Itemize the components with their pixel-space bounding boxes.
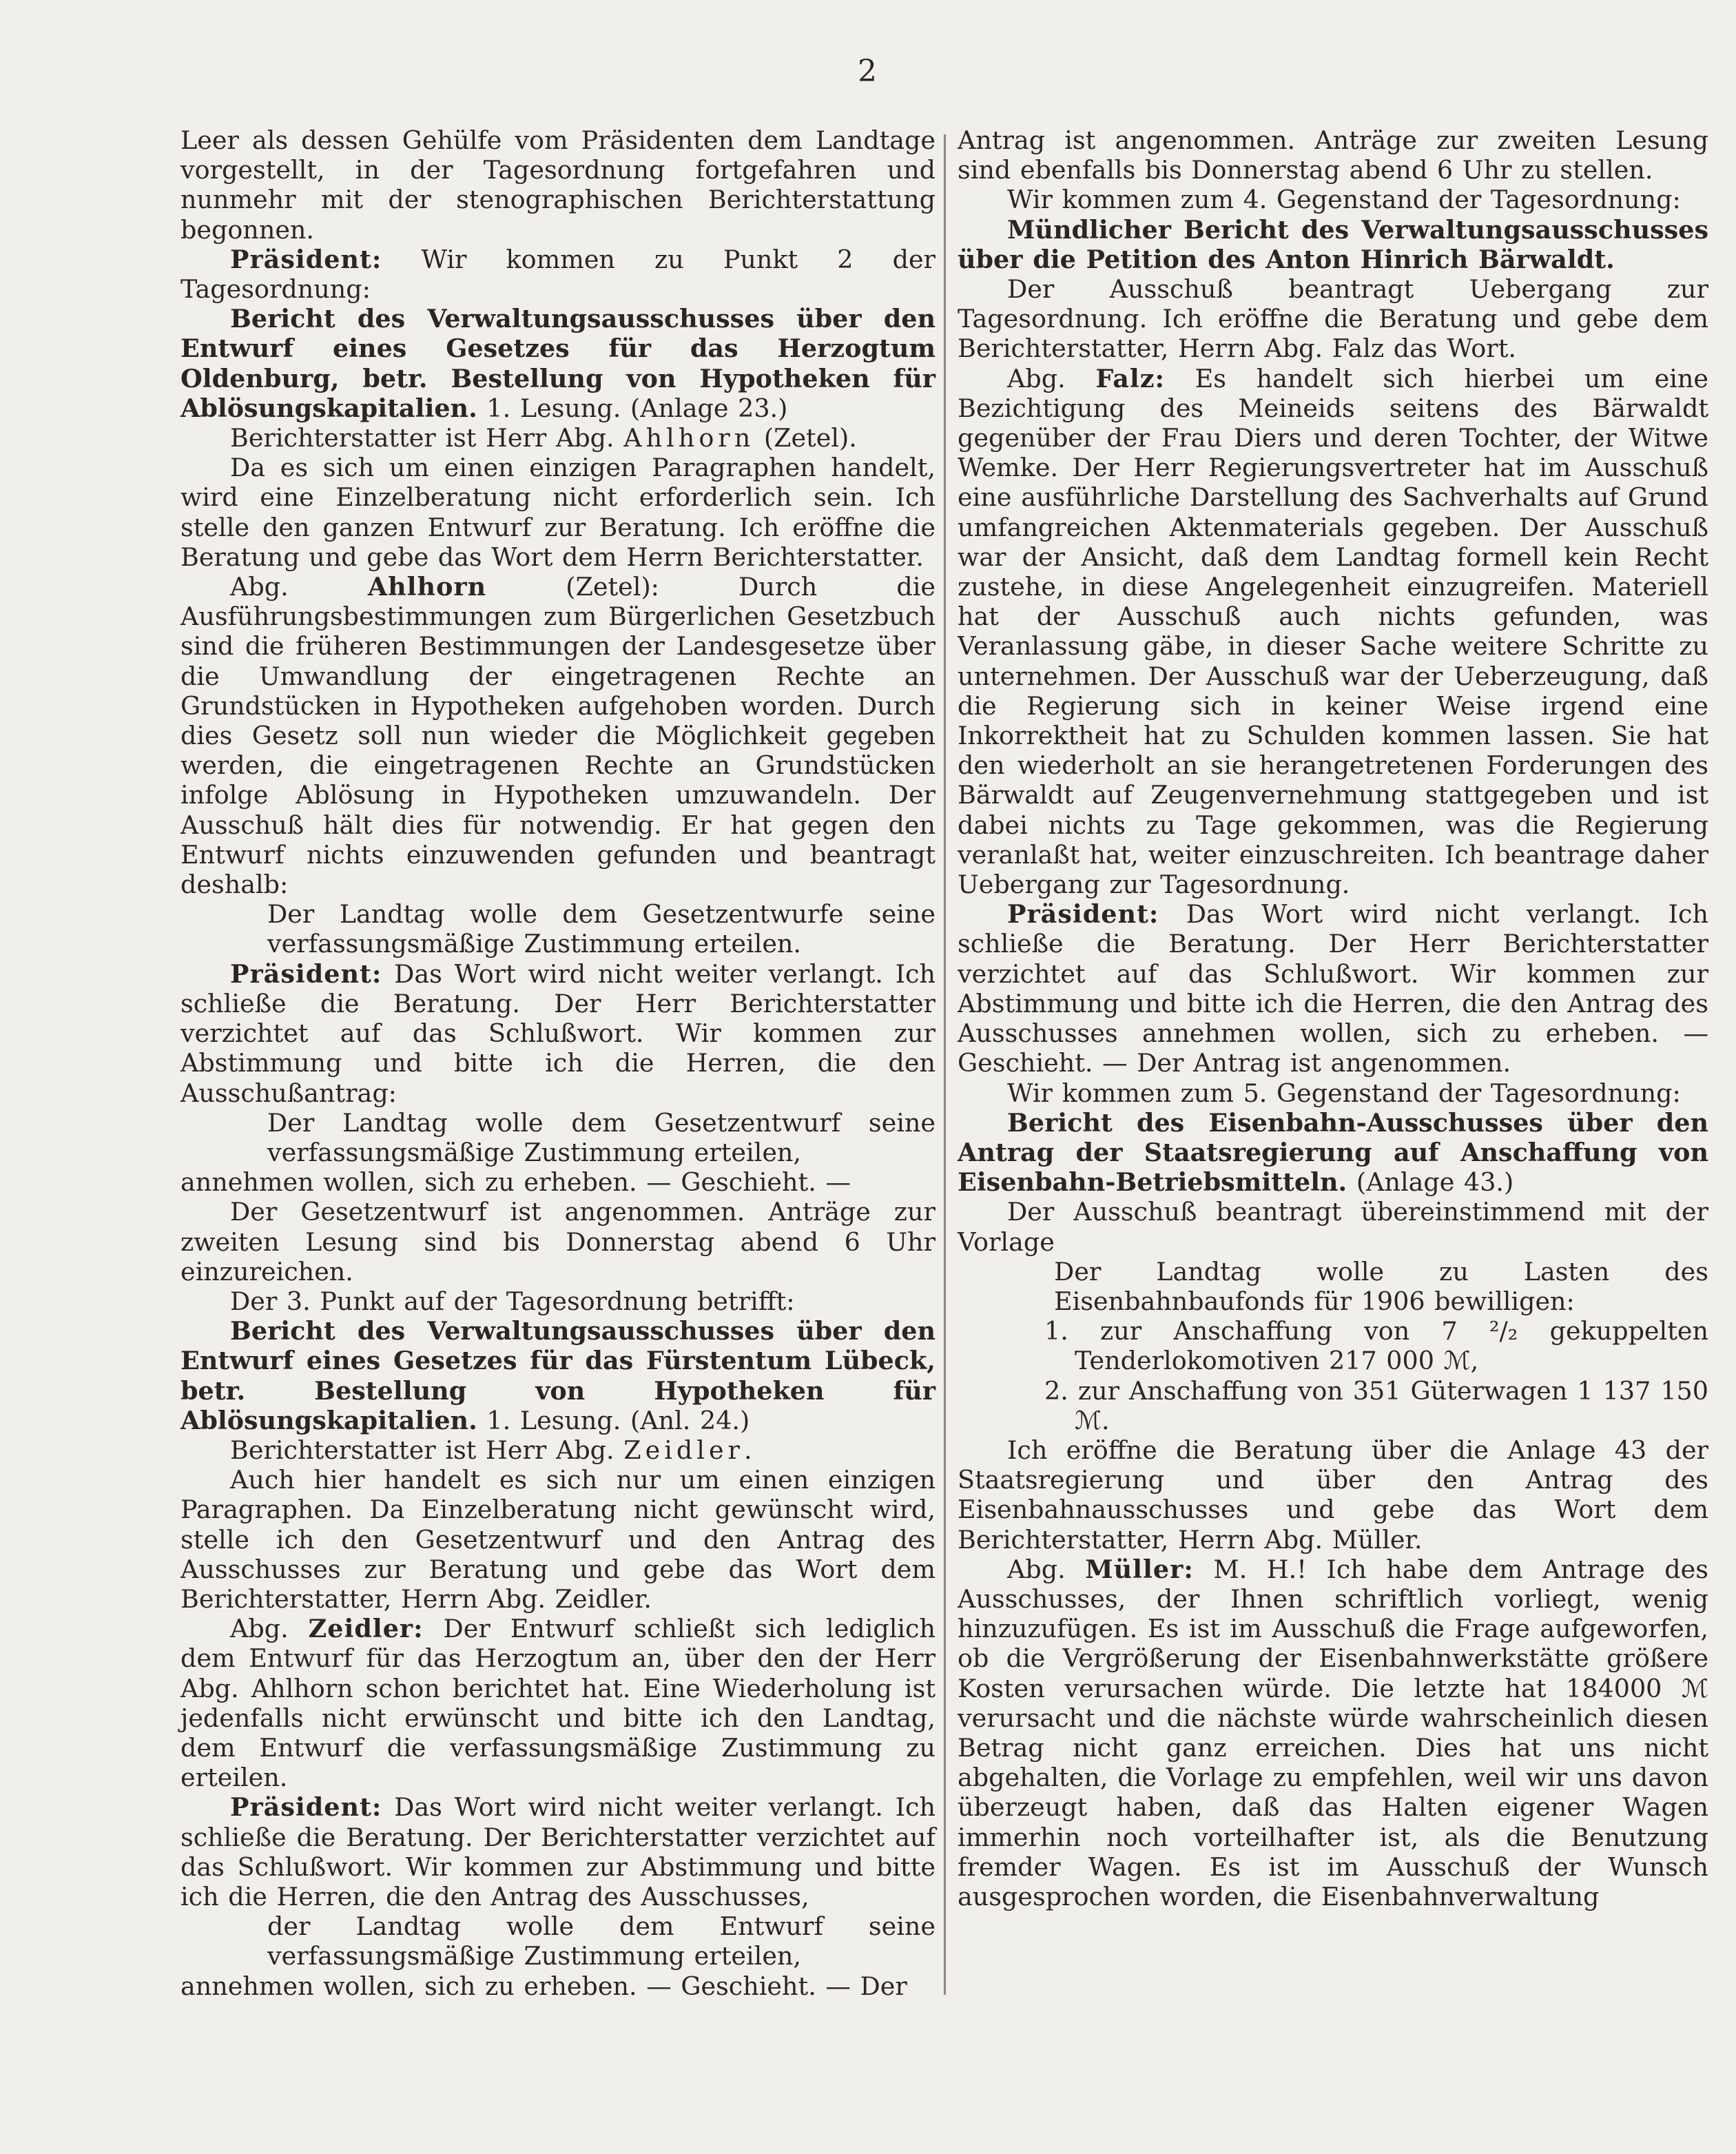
- list-item: 1. zur Anschaffung von 7 ²/₂ gekuppelten Tenderlokomotiven 217 000 ℳ,: [1044, 1316, 1708, 1376]
- paragraph: Da es sich um einen einzigen Paragraphen handelt, wird eine Einzelberatung nicht erforderlich sein. Ich stelle den ganzen Entwurf zur Beratung. Ich eröffne die Beratung und gebe das Wort dem Herrn Berichterstatter.: [180, 453, 936, 572]
- paragraph: [180, 572, 936, 899]
- paragraph-text: Abg.: [230, 1614, 309, 1644]
- paragraph: Leer als dessen Gehülfe vom Präsidenten dem Landtage vorgestellt, in der Tagesordnung fortgefahren und nunmehr mit der stenographischen Berichterstattung begonnen.: [180, 125, 936, 245]
- speaker-label: Präsident:: [230, 1792, 382, 1823]
- paragraph: annehmen wollen, sich zu erheben. — Geschieht. — Der: [180, 1971, 907, 2001]
- paragraph-text: .: [744, 1435, 752, 1465]
- paragraph: [958, 364, 1708, 900]
- agenda-title: Bericht des Verwaltungsausschusses über den Entwurf eines Gesetzes für das Herzogtum Oldenburg, betr. Bestellung von Hypotheken für Ablösungskapitalien.: [180, 304, 936, 423]
- paragraph: Der Ausschuß beantragt Uebergang zur Tagesordnung. Ich eröffne die Beratung und gebe dem Berichterstatter, Herrn Abg. Falz das Wort.: [958, 274, 1708, 364]
- right-column: [958, 125, 1708, 1911]
- person-name: Ahlhorn: [623, 423, 755, 453]
- paragraph: Antrag ist angenommen. Anträge zur zweiten Lesung sind ebenfalls bis Donnerstag abend 6 Uhr zu stellen.: [958, 125, 1708, 185]
- paragraph-text: Abg.: [230, 572, 368, 602]
- person-name: Zeidler: [623, 1435, 744, 1465]
- paragraph: [180, 1614, 936, 1792]
- paragraph-text: Abg.: [1007, 1554, 1086, 1584]
- left-column: [180, 125, 936, 2001]
- paragraph-text: Das Wort wird nicht verlangt. Ich schließe die Beratung. Der Herr Berichterstatter verzichtet auf das Schlußwort. Wir kommen zur Abstimmung und bitte ich die Herren, die den Antrag des Ausschusses annehmen wollen, sich zu erheben. — Geschieht. — Der Antrag ist angenommen.: [958, 899, 1708, 1078]
- motion-quote: Der Landtag wolle dem Gesetzentwurf seine verfassungsmäßige Zustimmung erteilen,: [267, 1107, 936, 1167]
- speaker-label: Präsident:: [1007, 899, 1159, 930]
- paragraph: [180, 423, 936, 453]
- paragraph-text: Das Wort wird nicht weiter verlangt. Ich schließe die Beratung. Der Herr Berichterstatter verzichtet auf das Schlußwort. Wir kommen zur Abstimmung und bitte ich die Herren, die den Ausschußantrag:: [180, 958, 936, 1108]
- paragraph-text: Abg.: [1007, 363, 1096, 393]
- paragraph: Der Gesetzentwurf ist angenommen. Anträge zur zweiten Lesung sind bis Donnerstag abend 6 Uhr einzureichen.: [180, 1197, 936, 1286]
- paragraph-text: Das Wort wird nicht weiter verlangt. Ich schließe die Beratung. Der Berichterstatter verzichtet auf das Schlußwort. Wir kommen zur Abstimmung und bitte ich die Herren, die den Antrag des Ausschusses,: [180, 1792, 936, 1911]
- paragraph-text: M. H.! Ich habe dem Antrage des Ausschusses, der Ihnen schriftlich vorliegt, wenig hinzuzufügen. Es ist im Ausschuß die Frage aufgeworfen, ob die Vergrößerung der Eisenbahnwerkstätte größere Kosten verursachen würde. Die letzte hat 184000 ℳ verursacht und die nächste würde wahrscheinlich diesen Betrag nicht ganz erreichen. Dies hat uns nicht abgehalten, die Vorlage zu empfehlen, weil wir uns davon überzeugt haben, daß das Halten eigener Wagen immerhin noch vorteilhafter ist, als die Benutzung fremder Wagen. Es ist im Ausschuß der Wunsch ausgesprochen worden, die Eisenbahnverwaltung: [958, 1554, 1708, 1911]
- agenda-title: Bericht des Eisenbahn-Ausschusses über den Antrag der Staatsregierung auf Anschaffung von Eisenbahn-Betriebsmitteln.: [958, 1107, 1708, 1198]
- paragraph: annehmen wollen, sich zu erheben. — Geschieht. —: [180, 1167, 851, 1198]
- speaker-label: Präsident:: [230, 958, 382, 989]
- paragraph-text: Berichterstatter ist Herr Abg.: [230, 1435, 624, 1465]
- agenda-title: Mündlicher Bericht des Verwaltungsausschusses über die Petition des Anton Hinrich Bärwaldt.: [958, 214, 1708, 274]
- motion-quote: Der Landtag wolle zu Lasten des Eisenbahnbaufonds für 1906 bewilligen:: [1054, 1256, 1708, 1316]
- paragraph-text: Wir kommen zu Punkt 2 der Tagesordnung:: [180, 244, 936, 305]
- speaker-label: Präsident:: [230, 244, 382, 274]
- agenda-item: [958, 1108, 1708, 1198]
- paragraph-text: (Zetel): Durch die Ausführungsbestimmungen zum Bürgerlichen Gesetzbuch sind die früheren Bestimmungen der Landesgesetze über die Umwandlung der eingetragenen Rechte an Grundstücken in Hypotheken aufgehoben worden. Durch dies Gesetz soll nun wieder die Möglichkeit gegeben werden, die eingetragenen Rechte an Grundstücken infolge Ablösung in Hypotheken umzuwandeln. Der Ausschuß hält dies für notwendig. Er hat gegen den Entwurf nichts einzuwenden gefunden und beantragt deshalb:: [180, 572, 936, 900]
- paragraph: Der 3. Punkt auf der Tagesordnung betrifft:: [230, 1286, 795, 1316]
- paragraph: [180, 1435, 936, 1465]
- paragraph-text: Der Entwurf schließt sich lediglich dem Entwurf für das Herzogtum an, über den der Herr Abg. Ahlhorn schon berichtet hat. Eine Wiederholung ist jedenfalls nicht erwünscht und bitte ich den Landtag, dem Entwurf die verfassungsmäßige Zustimmung zu erteilen.: [180, 1614, 936, 1793]
- speaker-label: Ahlhorn: [367, 572, 487, 602]
- paragraph-text: (Zetel).: [754, 423, 857, 453]
- paragraph: Der Ausschuß beantragt übereinstimmend mit der Vorlage: [958, 1197, 1708, 1257]
- agenda-note: (Anlage 43.): [1347, 1167, 1514, 1198]
- paragraph-text: Es handelt sich hierbei um eine Bezichtigung des Meineids seitens des Bärwaldt gegenüber der Frau Diers und deren Tochter, der Witwe Wemke. Der Herr Regierungsvertreter hat im Ausschuß eine ausführliche Darstellung des Sachverhalts auf Grund umfangreichen Aktenmaterials gegeben. Der Ausschuß war der Ansicht, daß dem Landtag formell kein Recht zustehe, in diese Angelegenheit einzugreifen. Materiell hat der Ausschuß auch nichts gefunden, was Veranlassung gäbe, in dieser Sache weitere Schritte zu unternehmen. Der Ausschuß war der Ueberzeugung, daß die Regierung sich in keiner Weise irgend eine Inkorrektheit hat zu Schulden kommen lassen. Sie hat den wiederholt an sie herangetretenen Forderungen des Bärwaldt auf Zeugenvernehmung stattgegeben und ist dabei nichts zu Tage gekommen, was die Regierung veranlaßt hat, weiter einzuschreiten. Ich beantrage daher Uebergang zur Tagesordnung.: [958, 363, 1709, 900]
- column-divider: [944, 134, 946, 1995]
- paragraph: Wir kommen zum 5. Gegenstand der Tagesordnung:: [1007, 1078, 1681, 1108]
- paragraph: [958, 1555, 1708, 1911]
- agenda-note: 1. Lesung. (Anl. 24.): [477, 1405, 750, 1435]
- agenda-item: [958, 215, 1708, 274]
- paragraph: Wir kommen zum 4. Gegenstand der Tagesordnung:: [1007, 185, 1681, 215]
- agenda-item: [180, 304, 936, 423]
- paragraph: Auch hier handelt es sich nur um einen einzigen Paragraphen. Da Einzelberatung nicht gewünscht wird, stelle ich den Gesetzentwurf und den Antrag des Ausschusses zur Beratung und gebe das Wort dem Berichterstatter, Herrn Abg. Zeidler.: [180, 1465, 936, 1614]
- list-item: 2. zur Anschaffung von 351 Güterwagen 1 137 150 ℳ.: [1044, 1375, 1708, 1435]
- agenda-note: 1. Lesung. (Anlage 23.): [477, 393, 788, 423]
- motion-quote: Der Landtag wolle dem Gesetzentwurfe seine verfassungsmäßige Zustimmung erteilen.: [267, 899, 936, 959]
- speaker-label: Zeidler:: [308, 1614, 424, 1644]
- agenda-title: Bericht des Verwaltungsausschusses über den Entwurf eines Gesetzes für das Fürstentum Lübeck, betr. Bestellung von Hypotheken für Ablösungskapitalien.: [180, 1316, 936, 1435]
- speaker-label: Müller:: [1085, 1554, 1194, 1584]
- motion-quote: der Landtag wolle dem Entwurf seine verfassungsmäßige Zustimmung erteilen,: [267, 1911, 936, 1971]
- paragraph: [180, 245, 936, 304]
- paragraph: [180, 1792, 936, 1911]
- paragraph: Ich eröffne die Beratung über die Anlage 43 der Staatsregierung und über den Antrag des Eisenbahnausschusses und gebe das Wort dem Berichterstatter, Herrn Abg. Müller.: [958, 1435, 1708, 1555]
- paragraph: [180, 959, 936, 1108]
- agenda-item: [180, 1316, 936, 1435]
- paragraph-text: Berichterstatter ist Herr Abg.: [230, 423, 624, 453]
- paragraph: [958, 899, 1708, 1078]
- page-number: 2: [858, 54, 878, 89]
- speaker-label: Falz:: [1095, 363, 1165, 393]
